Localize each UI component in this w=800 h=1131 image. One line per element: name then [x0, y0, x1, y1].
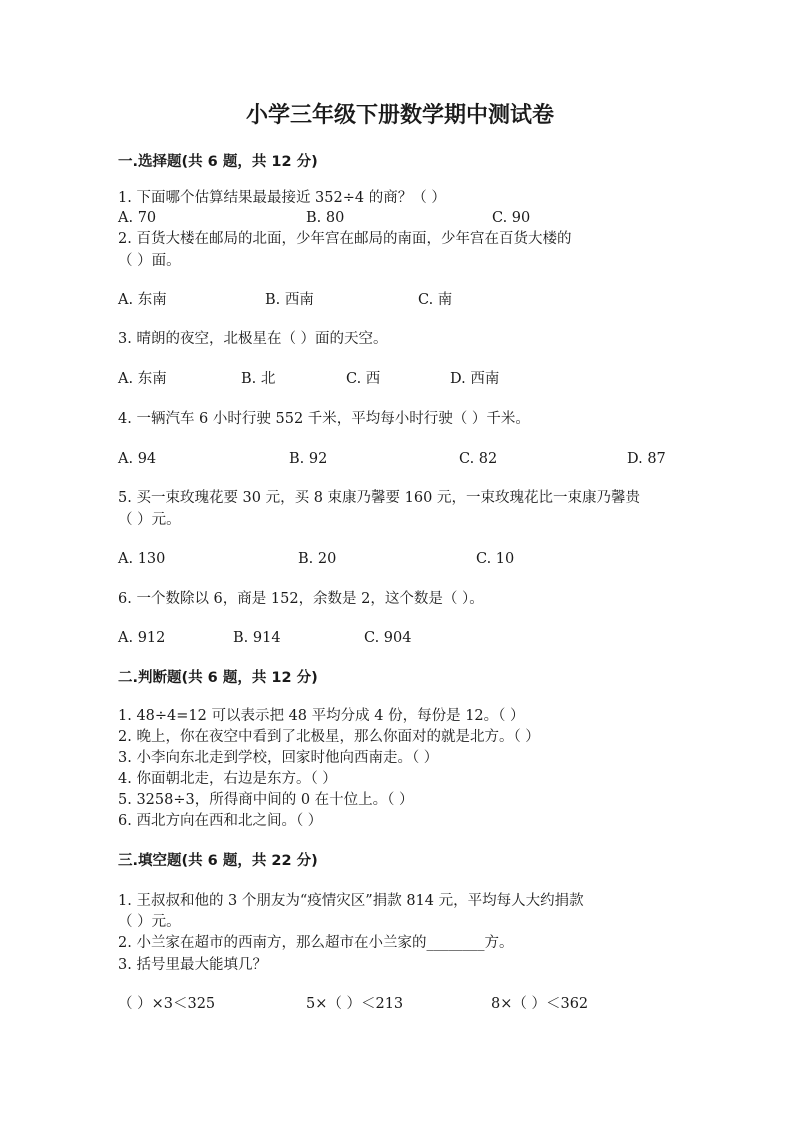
- option-a: A. 70: [118, 210, 157, 226]
- fill-question: 2. 小兰家在超市的西南方，那么超市在小兰家的________方。: [118, 935, 514, 951]
- question-text: 3. 晴朗的夜空，北极星在（ ）面的天空。: [118, 331, 388, 347]
- section-header-judge: 二.判断题(共 6 题，共 12 分): [118, 670, 318, 686]
- option-b: B. 20: [298, 551, 337, 567]
- question-text-cont: （ ）元。: [118, 512, 181, 528]
- fill-question: 3. 括号里最大能填几？: [118, 957, 267, 973]
- option-c: C. 南: [418, 292, 453, 308]
- question-text: 1. 下面哪个估算结果最最接近 352÷4 的商？（ ）: [118, 190, 446, 206]
- option-b: B. 西南: [265, 292, 314, 308]
- option-b: B. 92: [289, 451, 328, 467]
- option-c: C. 904: [364, 630, 412, 646]
- option-d: D. 西南: [450, 371, 500, 387]
- option-c: C. 90: [492, 210, 531, 226]
- question-text: 4. 一辆汽车 6 小时行驶 552 千米，平均每小时行驶（ ）千米。: [118, 411, 530, 427]
- option-c: C. 82: [459, 451, 498, 467]
- page-title: 小学三年级下册数学期中测试卷: [245, 102, 554, 128]
- question-text: 2. 百货大楼在邮局的北面，少年宫在邮局的南面，少年宫在百货大楼的: [118, 231, 572, 247]
- question-text-cont: （ ）面。: [118, 253, 181, 269]
- judge-item: 2. 晚上，你在夜空中看到了北极星，那么你面对的就是北方。（ ）: [118, 729, 540, 745]
- section-header-fill: 三.填空题(共 6 题，共 22 分): [118, 853, 318, 869]
- fill-item: 5×（ ）＜213: [306, 996, 404, 1012]
- judge-item: 6. 西北方向在西和北之间。（ ）: [118, 813, 323, 829]
- fill-item: （ ）×3＜325: [118, 996, 216, 1012]
- judge-item: 5. 3258÷3，所得商中间的 0 在十位上。（ ）: [118, 792, 414, 808]
- option-a: A. 94: [118, 451, 157, 467]
- question-text: 5. 买一束玫瑰花要 30 元，买 8 束康乃馨要 160 元，一束玫瑰花比一束康乃馨贵: [118, 490, 640, 506]
- option-a: A. 东南: [118, 371, 167, 387]
- fill-question-cont: （ ）元。: [118, 914, 181, 930]
- fill-question: 1. 王叔叔和他的 3 个朋友为“疫情灾区”捐款 814 元，平均每人大约捐款: [118, 893, 584, 909]
- question-text: 6. 一个数除以 6，商是 152，余数是 2，这个数是（ ）。: [118, 591, 484, 607]
- option-b: B. 914: [233, 630, 281, 646]
- option-c: C. 10: [476, 551, 515, 567]
- judge-item: 3. 小李向东北走到学校，回家时他向西南走。（ ）: [118, 750, 439, 766]
- fill-item: 8×（ ）＜362: [491, 996, 589, 1012]
- option-b: B. 80: [306, 210, 345, 226]
- option-c: C. 西: [346, 371, 381, 387]
- option-b: B. 北: [241, 371, 276, 387]
- option-d: D. 87: [627, 451, 666, 467]
- option-a: A. 912: [118, 630, 166, 646]
- judge-item: 1. 48÷4=12 可以表示把 48 平均分成 4 份，每份是 12。（ ）: [118, 708, 525, 724]
- judge-item: 4. 你面朝北走，右边是东方。（ ）: [118, 771, 337, 787]
- section-header-choice: 一.选择题(共 6 题，共 12 分): [118, 154, 318, 170]
- option-a: A. 130: [118, 551, 166, 567]
- option-a: A. 东南: [118, 292, 167, 308]
